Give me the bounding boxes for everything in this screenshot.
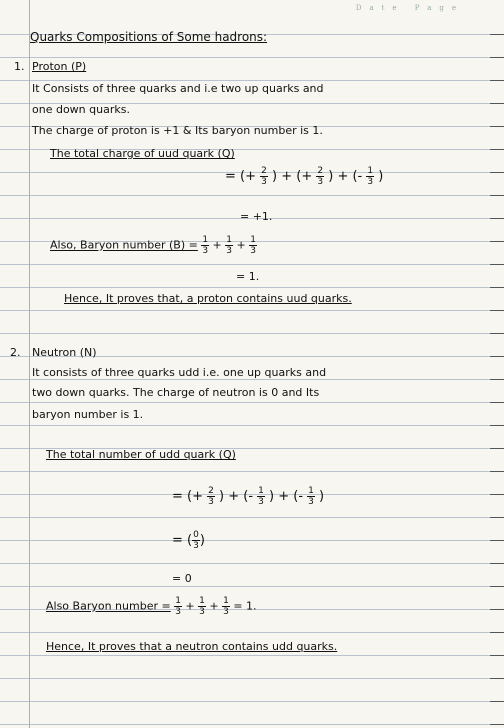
eq-mid-1: ) + (+ [272,169,313,184]
neutron-heading: Neutron (N) [32,346,97,359]
proton-line-2: one down quarks. [32,103,130,116]
proton-baryon-line: Also, Baryon number (B) = $\frac{1}{3}$ + $\frac{1}{3}$ + $\frac{1}{3}$ [50,235,256,256]
page-title: Quarks Compositions of Some hadrons: [30,30,268,44]
proton-charge-result: = +1. [240,210,273,223]
neutron-line-3: baryon number is 1. [32,408,144,421]
proton-heading: Proton (P) [32,60,87,73]
proton-line-1: It Consists of three quarks and i.e two up quarks and [32,82,324,95]
proton-line-3: The charge of proton is +1 & Its baryon number is 1. [32,124,323,137]
neutron-charge-equation: = (+ $\frac{2}{3}$ ) + (- $\frac{1}{3}$ ) + (- $\frac{1}{3}$ ) [172,486,325,507]
neutron-conclusion: Hence, It proves that a neutron contains udd quarks. [46,640,338,653]
proton-baryon-result: = 1. [236,270,260,283]
fraction: $\frac{2}{3}$ [261,166,267,187]
neutron-number: 2. [10,346,21,359]
neutron-line-1: It consists of three quarks udd i.e. one up quarks and [32,366,327,379]
proton-total-charge-label: The total charge of uud quark (Q) [50,147,235,160]
fraction: $\frac{2}{3}$ [317,166,324,187]
proton-conclusion: Hence, It proves that, a proton contains uud quarks. [64,292,352,305]
eq-suffix: ) [378,169,384,184]
proton-number: 1. [14,60,25,73]
right-edge-ticks [490,0,504,728]
proton-charge-equation [225,166,383,187]
fraction: $\frac{1}{3}$ [367,166,374,187]
neutron-line-2: two down quarks. The charge of neutron is 0 and Its [32,386,320,399]
eq-mid-2: ) + (- [328,169,363,184]
neutron-total-charge-label: The total number of udd quark (Q) [46,448,236,461]
neutron-charge-step-2: = ( $\frac{0}{3}$ ) [172,530,205,551]
neutron-baryon-line: Also Baryon number = $\frac{1}{3}$ + $\frac{1}{3}$ + $\frac{1}{3}$ = 1. [46,596,257,617]
margin-line [29,0,30,728]
eq-prefix: = (+ [225,169,256,184]
neutron-charge-result: = 0 [172,572,192,585]
page-header-marks: Date Page [355,4,464,12]
